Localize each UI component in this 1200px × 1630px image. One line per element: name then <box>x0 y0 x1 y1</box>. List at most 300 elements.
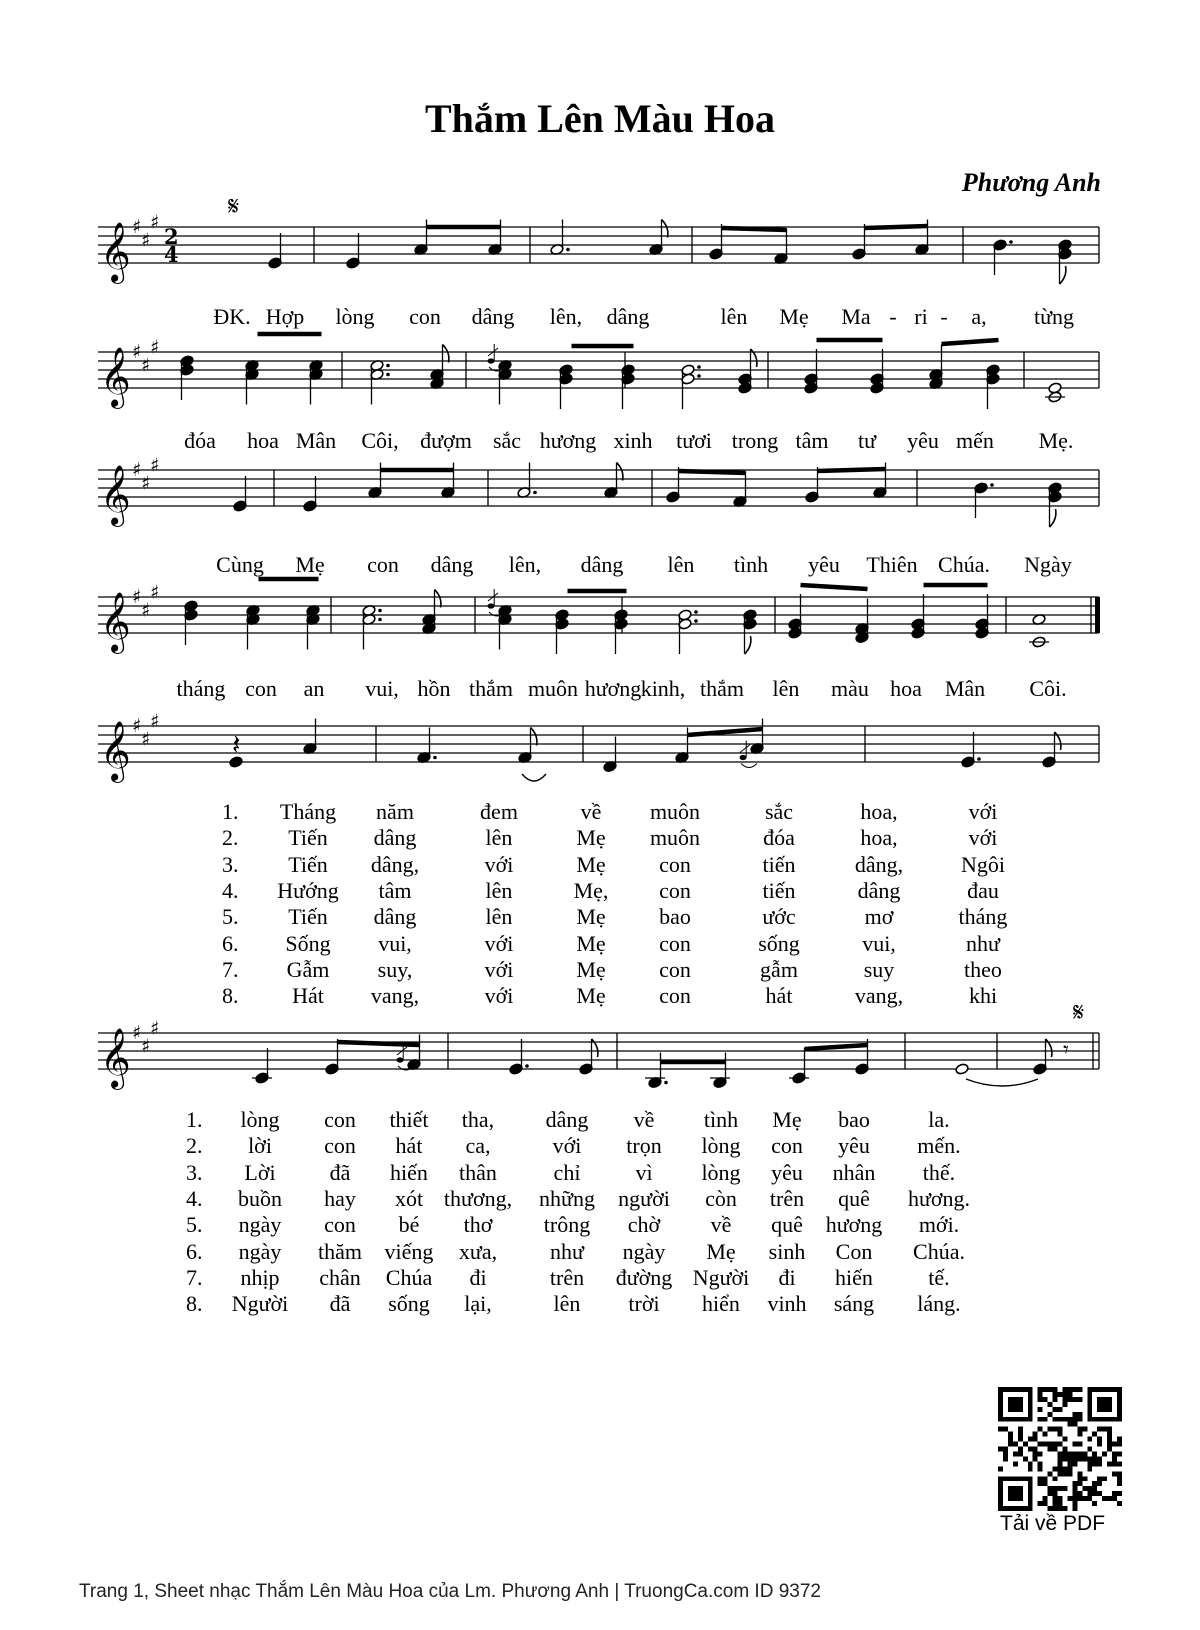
qr-module <box>1062 1506 1067 1511</box>
qr-module <box>1038 1417 1043 1422</box>
qr-module <box>1102 1496 1107 1501</box>
qr-module <box>1048 1412 1053 1417</box>
lyric-syllable: Mẹ <box>295 552 325 577</box>
lyric-syllable: trên <box>549 1264 585 1290</box>
dot <box>525 1064 529 1068</box>
lyric-syllable: viếng <box>384 1238 434 1264</box>
qr-module <box>1097 1442 1102 1447</box>
qr-module <box>1072 1442 1077 1447</box>
beam <box>722 228 787 230</box>
sharp-icon: ♯ <box>150 211 160 234</box>
qr-module <box>1053 1466 1058 1471</box>
lyric-syllable: lên <box>772 676 800 701</box>
lyric-syllable: vui, <box>378 930 412 956</box>
qr-module <box>1097 1476 1102 1481</box>
lyric-syllable: Chúa. <box>913 1238 965 1264</box>
qr-module <box>1053 1496 1058 1501</box>
qr-module <box>1058 1501 1063 1506</box>
lyric-syllable: Con <box>835 1238 873 1264</box>
qr-module <box>1062 1451 1067 1456</box>
lyric-syllable: con <box>659 956 691 982</box>
qr-module <box>1008 1442 1013 1447</box>
verse-number: 6. <box>222 930 239 956</box>
lyric-syllable: với <box>968 799 998 824</box>
qr-module <box>1117 1491 1122 1496</box>
lyric-syllable: thơ <box>463 1212 493 1238</box>
qr-module <box>1067 1461 1072 1466</box>
qr-module <box>1043 1442 1048 1447</box>
lyric-syllable: mến <box>956 428 994 453</box>
lyric-syllable: vang, <box>370 983 420 1009</box>
qr-module <box>1043 1387 1048 1392</box>
qr-module <box>1082 1427 1087 1432</box>
qr-module <box>1053 1501 1058 1506</box>
verse-number: 3. <box>222 851 239 877</box>
lyric-syllable: Sống <box>285 930 331 956</box>
lyric-syllable: vang, <box>854 983 904 1009</box>
qr-module <box>1058 1466 1063 1471</box>
qr-module <box>1112 1491 1117 1496</box>
lyric-syllable: Mẹ <box>772 1107 802 1132</box>
lyric-syllable: với <box>484 983 514 1009</box>
lyric-syllable: quê <box>771 1212 803 1238</box>
qr-module <box>1018 1432 1023 1437</box>
qr-module <box>1077 1451 1082 1456</box>
qr-module <box>1062 1456 1067 1461</box>
qr-module <box>1097 1481 1102 1486</box>
lyric-syllable: lời <box>248 1133 272 1159</box>
note-head <box>1048 382 1062 394</box>
treble-clef: 𝄞 <box>100 592 131 652</box>
qr-module <box>1112 1451 1117 1456</box>
lyric-syllable: Tiến <box>288 904 328 930</box>
lyric-syllable: Mẹ. <box>1038 428 1074 453</box>
lyric-syllable: Hát <box>292 983 324 1009</box>
lyric-syllable: Ma <box>841 304 871 329</box>
sharp-icon: ♯ <box>132 459 142 481</box>
segno-icon: 𝄋 <box>1073 998 1085 1028</box>
qr-module <box>1092 1486 1097 1491</box>
lyric-syllable: con <box>771 1133 803 1159</box>
lyric-syllable: - <box>889 304 897 329</box>
lyric-syllable: lên <box>553 1291 581 1317</box>
lyric-syllable: Người <box>231 1291 289 1317</box>
dot <box>386 373 390 377</box>
lyric-syllable: Mẹ <box>576 904 606 930</box>
sharp-icon: ♯ <box>141 728 151 751</box>
sharp-icon: ♯ <box>141 1035 151 1058</box>
lyric-syllable: Hợp <box>265 304 305 329</box>
qr-module <box>1072 1486 1077 1491</box>
page-footer: Trang 1, Sheet nhạc Thắm Lên Màu Hoa của Lm. Phương Anh | TruongCa.com ID 9372 <box>79 1581 821 1602</box>
lyric-syllable: Hướng <box>277 877 339 903</box>
qr-module <box>1067 1397 1072 1402</box>
beam <box>801 585 868 589</box>
qr-module <box>1087 1466 1092 1471</box>
lyric-syllable: xưa, <box>458 1238 498 1264</box>
lyric-syllable: hoa, <box>860 825 898 851</box>
qr-module <box>1072 1387 1077 1392</box>
qr-module <box>1077 1432 1082 1437</box>
lyric-syllable: con <box>659 877 691 903</box>
lyrics-verse-b-7 <box>0 1265 1200 1293</box>
lyric-syllable: vui, <box>365 676 399 701</box>
lyric-syllable: bao <box>838 1107 870 1132</box>
qr-module <box>1013 1442 1018 1447</box>
lyric-syllable: lòng <box>240 1107 280 1132</box>
lyric-syllable: thắm <box>700 676 744 701</box>
beam <box>688 729 763 735</box>
beam <box>865 226 928 228</box>
qr-module <box>1097 1427 1102 1432</box>
qr-module <box>1107 1447 1112 1452</box>
lyric-syllable: hay <box>324 1185 356 1211</box>
lyric-syllable: hương <box>539 428 597 453</box>
verse-number: 5. <box>186 1212 203 1238</box>
qr-module <box>1072 1491 1077 1496</box>
qr-module <box>1038 1442 1043 1447</box>
qr-module <box>1097 1437 1102 1442</box>
lyric-syllable: Tháng <box>279 799 337 824</box>
qr-module <box>1053 1387 1058 1392</box>
qr-module <box>1003 1451 1008 1456</box>
qr-module <box>1053 1392 1058 1397</box>
grace-note <box>740 755 747 760</box>
lyric-syllable: xinh <box>613 428 653 453</box>
lyric-syllable: con <box>409 304 441 329</box>
lyric-syllable: theo <box>964 956 1002 982</box>
qr-module <box>1092 1456 1097 1461</box>
verse-number: 1. <box>222 799 239 824</box>
lyric-syllable: hương <box>825 1212 883 1238</box>
qr-module <box>1058 1427 1063 1432</box>
qr-module <box>1058 1407 1063 1412</box>
lyric-syllable: tha, <box>461 1107 495 1132</box>
qr-module <box>1067 1451 1072 1456</box>
lyric-syllable: lại, <box>464 1291 492 1317</box>
qr-module <box>1102 1427 1107 1432</box>
qr-module <box>1053 1476 1058 1481</box>
qr-module <box>1033 1451 1038 1456</box>
lyric-syllable: về <box>633 1107 655 1132</box>
qr-module <box>1102 1451 1107 1456</box>
qr-module <box>1107 1427 1112 1432</box>
lyric-syllable: thắm <box>469 676 513 701</box>
lyric-syllable: tình <box>733 552 769 577</box>
lyric-syllable: tiến <box>762 851 796 877</box>
lyric-syllable: xót <box>394 1185 424 1211</box>
qr-module <box>1077 1442 1082 1447</box>
sharp-icon: ♯ <box>132 216 142 238</box>
qr-module <box>1043 1476 1048 1481</box>
lyric-syllable: Chúa. <box>938 552 990 577</box>
lyric-syllable: sắc <box>492 428 522 453</box>
qr-module <box>1048 1486 1053 1491</box>
qr-module <box>1077 1456 1082 1461</box>
lyric-syllable: chỉ <box>553 1159 581 1185</box>
note-flag <box>662 220 668 238</box>
lyric-syllable: Lời <box>244 1159 276 1185</box>
qr-module <box>1058 1451 1063 1456</box>
lyric-syllable: trọn <box>626 1133 662 1159</box>
qr-module <box>1048 1491 1053 1496</box>
qr-module <box>1048 1447 1053 1452</box>
qr-module <box>1092 1501 1097 1506</box>
lyric-syllable: Mẹ <box>576 983 606 1009</box>
lyric-syllable: láng. <box>917 1291 961 1317</box>
qr-module <box>1097 1456 1102 1461</box>
lyric-syllable: đã <box>329 1291 351 1317</box>
lyric-syllable: dâng <box>430 552 474 577</box>
qr-module <box>1053 1417 1058 1422</box>
lyric-syllable: về <box>710 1212 732 1238</box>
lyrics-verse-b-3 <box>0 1160 1200 1188</box>
lyric-syllable: tình <box>703 1107 739 1132</box>
qr-module <box>1077 1427 1082 1432</box>
lyric-syllable: sống <box>758 930 800 956</box>
qr-module <box>1048 1402 1053 1407</box>
lyric-syllable: những <box>539 1185 595 1211</box>
qr-module <box>1038 1407 1043 1412</box>
qr-module <box>1028 1447 1033 1452</box>
lyric-syllable: muôn <box>527 676 579 701</box>
qr-module <box>1072 1506 1077 1511</box>
lyric-syllable: vì <box>635 1159 653 1185</box>
final-bar <box>1095 597 1100 633</box>
qr-module <box>1112 1456 1117 1461</box>
treble-clef: 𝄞 <box>100 347 131 407</box>
tie <box>966 1079 1038 1086</box>
lyric-syllable: Mẹ <box>576 956 606 982</box>
qr-module <box>1033 1437 1038 1442</box>
lyric-syllable: con <box>659 851 691 877</box>
lyric-syllable: khi <box>968 983 998 1009</box>
lyric-syllable: suy <box>863 956 895 982</box>
qr-module <box>1038 1461 1043 1466</box>
lyric-syllable: con <box>659 983 691 1009</box>
qr-module <box>1092 1491 1097 1496</box>
lyric-syllable: về <box>580 799 602 824</box>
qr-module <box>1117 1442 1122 1447</box>
qr-module <box>1077 1491 1082 1496</box>
qr-module <box>1043 1501 1048 1506</box>
grace-slash <box>740 745 750 753</box>
lyric-syllable: lên <box>667 552 695 577</box>
lyric-syllable: vinh <box>767 1291 807 1317</box>
qr-module <box>1097 1491 1102 1496</box>
verse-number: 4. <box>186 1185 203 1211</box>
qr-module <box>1092 1481 1097 1486</box>
qr-code[interactable] <box>998 1387 1122 1511</box>
lyric-syllable: với <box>552 1133 582 1159</box>
qr-module <box>1117 1476 1122 1481</box>
lyric-syllable: Tiến <box>288 851 328 877</box>
qr-module <box>1038 1501 1043 1506</box>
qr-module <box>1038 1466 1043 1471</box>
qr-module <box>1043 1417 1048 1422</box>
lyric-syllable: thế. <box>922 1159 956 1185</box>
qr-module <box>1087 1456 1092 1461</box>
dot <box>378 618 382 622</box>
lyric-syllable: Côi, <box>361 428 399 453</box>
lyric-syllable: Tiến <box>288 825 328 851</box>
qr-module <box>1048 1427 1053 1432</box>
lyric-syllable: hoa, <box>860 799 898 824</box>
grace-note <box>397 1057 404 1062</box>
lyric-syllable: chân <box>319 1264 361 1290</box>
lyric-syllable: mới. <box>918 1212 960 1238</box>
qr-module <box>1087 1437 1092 1442</box>
lyric-syllable: hồn <box>417 676 451 701</box>
qr-module <box>1038 1397 1043 1402</box>
sharp-icon: ♯ <box>150 336 160 359</box>
qr-module <box>1008 1437 1013 1442</box>
sharp-icon: ♯ <box>150 454 160 477</box>
qr-module <box>1087 1447 1092 1452</box>
download-pdf-link[interactable]: Tải về PDF <box>1000 1512 1106 1535</box>
dot <box>694 619 698 623</box>
qr-module <box>1043 1496 1048 1501</box>
qr-module <box>1018 1427 1023 1432</box>
qr-module <box>1112 1471 1117 1476</box>
qr-module <box>1062 1486 1067 1491</box>
dot <box>386 364 390 368</box>
qr-module <box>1003 1447 1008 1452</box>
sharp-icon: ♯ <box>141 599 151 622</box>
qr-module <box>1062 1402 1067 1407</box>
qr-module <box>1107 1437 1112 1442</box>
lyric-syllable: đóa <box>184 428 216 453</box>
lyric-syllable: lên, <box>549 304 583 329</box>
qr-module <box>1058 1506 1063 1511</box>
lyric-syllable: với <box>968 825 998 851</box>
lyric-syllable: hiến <box>390 1159 428 1185</box>
lyric-syllable: người <box>618 1185 670 1211</box>
qr-module <box>1082 1496 1087 1501</box>
qr-module <box>1107 1461 1112 1466</box>
lyric-syllable: với <box>484 930 514 956</box>
note-head <box>955 1063 969 1075</box>
qr-module <box>1033 1432 1038 1437</box>
qr-module <box>1033 1456 1038 1461</box>
lyric-syllable: sáng <box>833 1291 875 1317</box>
lyric-syllable: màu <box>831 676 869 701</box>
lyric-syllable: tháng <box>176 676 226 701</box>
lyric-syllable: lên, <box>508 552 542 577</box>
lyric-syllable: đau <box>967 877 999 903</box>
lyric-syllable: hát <box>395 1133 423 1159</box>
lyric-syllable: kinh, <box>640 676 686 701</box>
qr-module <box>1028 1466 1033 1471</box>
qr-module <box>1062 1392 1067 1397</box>
lyric-syllable: dâng <box>373 904 417 930</box>
lyric-syllable: sống <box>388 1291 430 1317</box>
lyric-syllable: trong <box>731 428 779 453</box>
lyric-syllable: tiến <box>762 877 796 903</box>
qr-module <box>1072 1451 1077 1456</box>
staff-system-3 <box>0 430 1200 570</box>
lyric-syllable: hương. <box>907 1185 971 1211</box>
lyric-syllable: dâng <box>580 552 624 577</box>
lyric-syllable: ca, <box>465 1133 491 1159</box>
verse-number: 2. <box>186 1133 203 1159</box>
lyrics-verse-a-3 <box>0 852 1200 880</box>
lyric-syllable: ĐK. <box>213 304 251 329</box>
lyric-syllable: lên <box>485 825 513 851</box>
qr-module <box>1003 1456 1008 1461</box>
lyrics-verse-b-1 <box>0 1107 1200 1135</box>
lyric-syllable: - <box>940 304 948 329</box>
verse-number: 3. <box>186 1159 203 1185</box>
grace-note <box>488 603 495 608</box>
sharp-icon: ♯ <box>132 715 142 737</box>
qr-module <box>1053 1407 1058 1412</box>
dot <box>1009 240 1013 244</box>
lyric-syllable: đi <box>469 1264 487 1290</box>
lyric-syllable: bé <box>398 1212 420 1238</box>
lyric-syllable: Chúa <box>385 1264 433 1290</box>
lyric-syllable: yêu <box>771 1159 803 1185</box>
qr-module <box>1038 1476 1043 1481</box>
qr-module <box>1043 1397 1048 1402</box>
beam <box>679 471 746 473</box>
lyric-syllable: hoa <box>247 428 279 453</box>
qr-module <box>1117 1461 1122 1466</box>
treble-clef: 𝄞 <box>100 465 131 525</box>
qr-module <box>1023 1442 1028 1447</box>
lyric-syllable: Mẹ <box>576 825 606 851</box>
note-flag <box>1050 509 1056 527</box>
lyric-syllable: suy, <box>377 956 413 982</box>
lyrics-verse-a-1 <box>0 799 1200 827</box>
lyric-syllable: lòng <box>335 304 375 329</box>
lyric-syllable: con <box>324 1212 356 1238</box>
qr-module <box>1117 1437 1122 1442</box>
rest-icon: 𝄽 <box>232 728 241 761</box>
qr-module <box>1013 1461 1018 1466</box>
qr-module <box>1077 1417 1082 1422</box>
lyric-syllable: quê <box>838 1185 870 1211</box>
lyric-syllable: Cùng <box>216 552 264 577</box>
lyric-syllable: dâng <box>857 877 901 903</box>
lyric-syllable: mến. <box>917 1133 961 1159</box>
treble-clef: 𝄞 <box>100 1028 131 1088</box>
note-flag <box>617 463 623 481</box>
lyric-syllable: Mẹ <box>576 930 606 956</box>
qr-module <box>1117 1481 1122 1486</box>
lyric-syllable: con <box>324 1133 356 1159</box>
qr-module <box>1117 1471 1122 1476</box>
qr-module <box>1112 1496 1117 1501</box>
qr-module <box>1062 1387 1067 1392</box>
qr-module <box>1082 1456 1087 1461</box>
qr-module <box>1053 1486 1058 1491</box>
dot <box>694 610 698 614</box>
verse-number: 8. <box>186 1291 203 1317</box>
qr-module <box>1038 1392 1043 1397</box>
lyrics-verse-b-5 <box>0 1212 1200 1240</box>
treble-clef: 𝄞 <box>100 721 131 781</box>
qr-module <box>1008 1432 1013 1437</box>
qr-module <box>1067 1422 1072 1427</box>
lyric-syllable: dâng, <box>854 851 904 877</box>
lyric-syllable: con <box>245 676 277 701</box>
lyric-syllable: hương <box>584 676 642 701</box>
qr-module <box>1067 1471 1072 1476</box>
lyric-syllable: dâng, <box>370 851 420 877</box>
beam <box>805 1045 868 1049</box>
lyric-syllable: dâng <box>545 1107 589 1132</box>
